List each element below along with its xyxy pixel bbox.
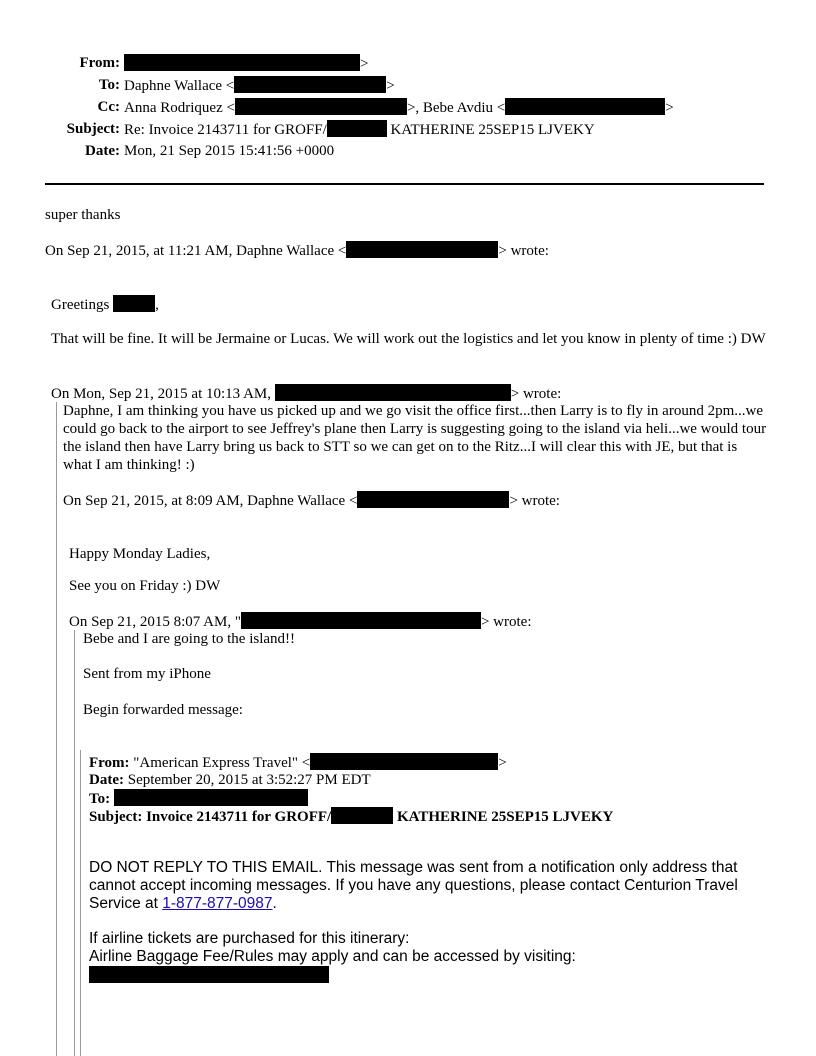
redaction (357, 491, 509, 508)
message-line: Sent from my iPhone (83, 666, 211, 682)
attribution-line: On Sep 21, 2015, at 8:09 AM, Daphne Wallace < > wrote: (63, 493, 560, 509)
subject-label: Subject: (66, 121, 120, 137)
forwarded-from: From: "American Express Travel" < > (89, 755, 507, 771)
redaction (327, 120, 387, 137)
redaction (234, 76, 386, 93)
redaction (346, 241, 498, 258)
from-label: From: (79, 55, 120, 71)
redaction (113, 295, 155, 312)
message-line: Happy Monday Ladies, (69, 546, 211, 562)
reply-text: super thanks (45, 207, 121, 223)
message-paragraph: That will be fine. It will be Jermaine or Lucas. We will work out the logistics and let you know in plenty of time :) DW (51, 331, 766, 347)
subject-value: Re: Invoice 2143711 for GROFF/ KATHERINE 25SEP15 LJVEKY (124, 122, 595, 138)
to-value: Daphne Wallace < > (124, 78, 395, 94)
redaction (114, 789, 308, 806)
cc-label: Cc: (97, 99, 120, 115)
notice-paragraph: DO NOT REPLY TO THIS EMAIL. This message was sent from a notification only address that cannot accept incoming messages. If you have any questions, please contact Centurion Travel Service at 1-877-877-0987. (89, 859, 738, 912)
to-label: To: (98, 77, 120, 93)
redaction (310, 753, 498, 770)
redaction (89, 966, 329, 983)
forwarded-to: To: (89, 789, 308, 808)
redaction (505, 98, 665, 115)
message-line: Airline Baggage Fee/Rules may apply and can be accessed by visiting: (89, 948, 576, 965)
message-line: See you on Friday :) DW (69, 578, 221, 594)
message-line: If airline tickets are purchased for this itinerary: (89, 930, 410, 947)
header-divider (45, 183, 764, 185)
redaction (241, 612, 481, 629)
date-label: Date: (85, 143, 120, 159)
quote-bar (56, 402, 57, 1056)
redaction (124, 54, 360, 71)
redaction (275, 384, 511, 401)
redaction (331, 807, 393, 824)
date-value: Mon, 21 Sep 2015 15:41:56 +0000 (124, 143, 335, 159)
quote-bar (80, 750, 81, 1056)
attribution-line: On Mon, Sep 21, 2015 at 10:13 AM, > wrote: (51, 386, 562, 402)
message-paragraph: Daphne, I am thinking you have us picked up and we go visit the office first...then Larry is to fly in around 2pm...we could go back to the airport to see Jeffrey's plane then Larry is suggesting going to the island via heli...we would tour the island then have Larry bring us back to STT so we can get on to the Ritz...I will clear this with JE, but that is what I am thinking! :) (63, 403, 767, 473)
attribution-line: On Sep 21, 2015 8:07 AM, " > wrote: (69, 614, 532, 630)
cc-value: Anna Rodriquez < >, Bebe Avdiu < > (124, 100, 674, 116)
from-value: > (124, 54, 368, 73)
message-line: Bebe and I are going to the island!! (83, 631, 296, 647)
forwarded-subject: Subject: Invoice 2143711 for GROFF/ KATHERINE 25SEP15 LJVEKY (89, 809, 614, 825)
redaction (235, 98, 407, 115)
redacted-url (89, 966, 329, 985)
greeting-line: Greetings , (51, 297, 159, 313)
attribution-line: On Sep 21, 2015, at 11:21 AM, Daphne Wallace < > wrote: (45, 243, 549, 259)
quote-bar (74, 630, 75, 1056)
forwarded-date: Date: September 20, 2015 at 3:52:27 PM EDT (89, 772, 371, 788)
message-line: Begin forwarded message: (83, 702, 243, 718)
phone-link[interactable]: 1-877-877-0987 (162, 895, 273, 912)
